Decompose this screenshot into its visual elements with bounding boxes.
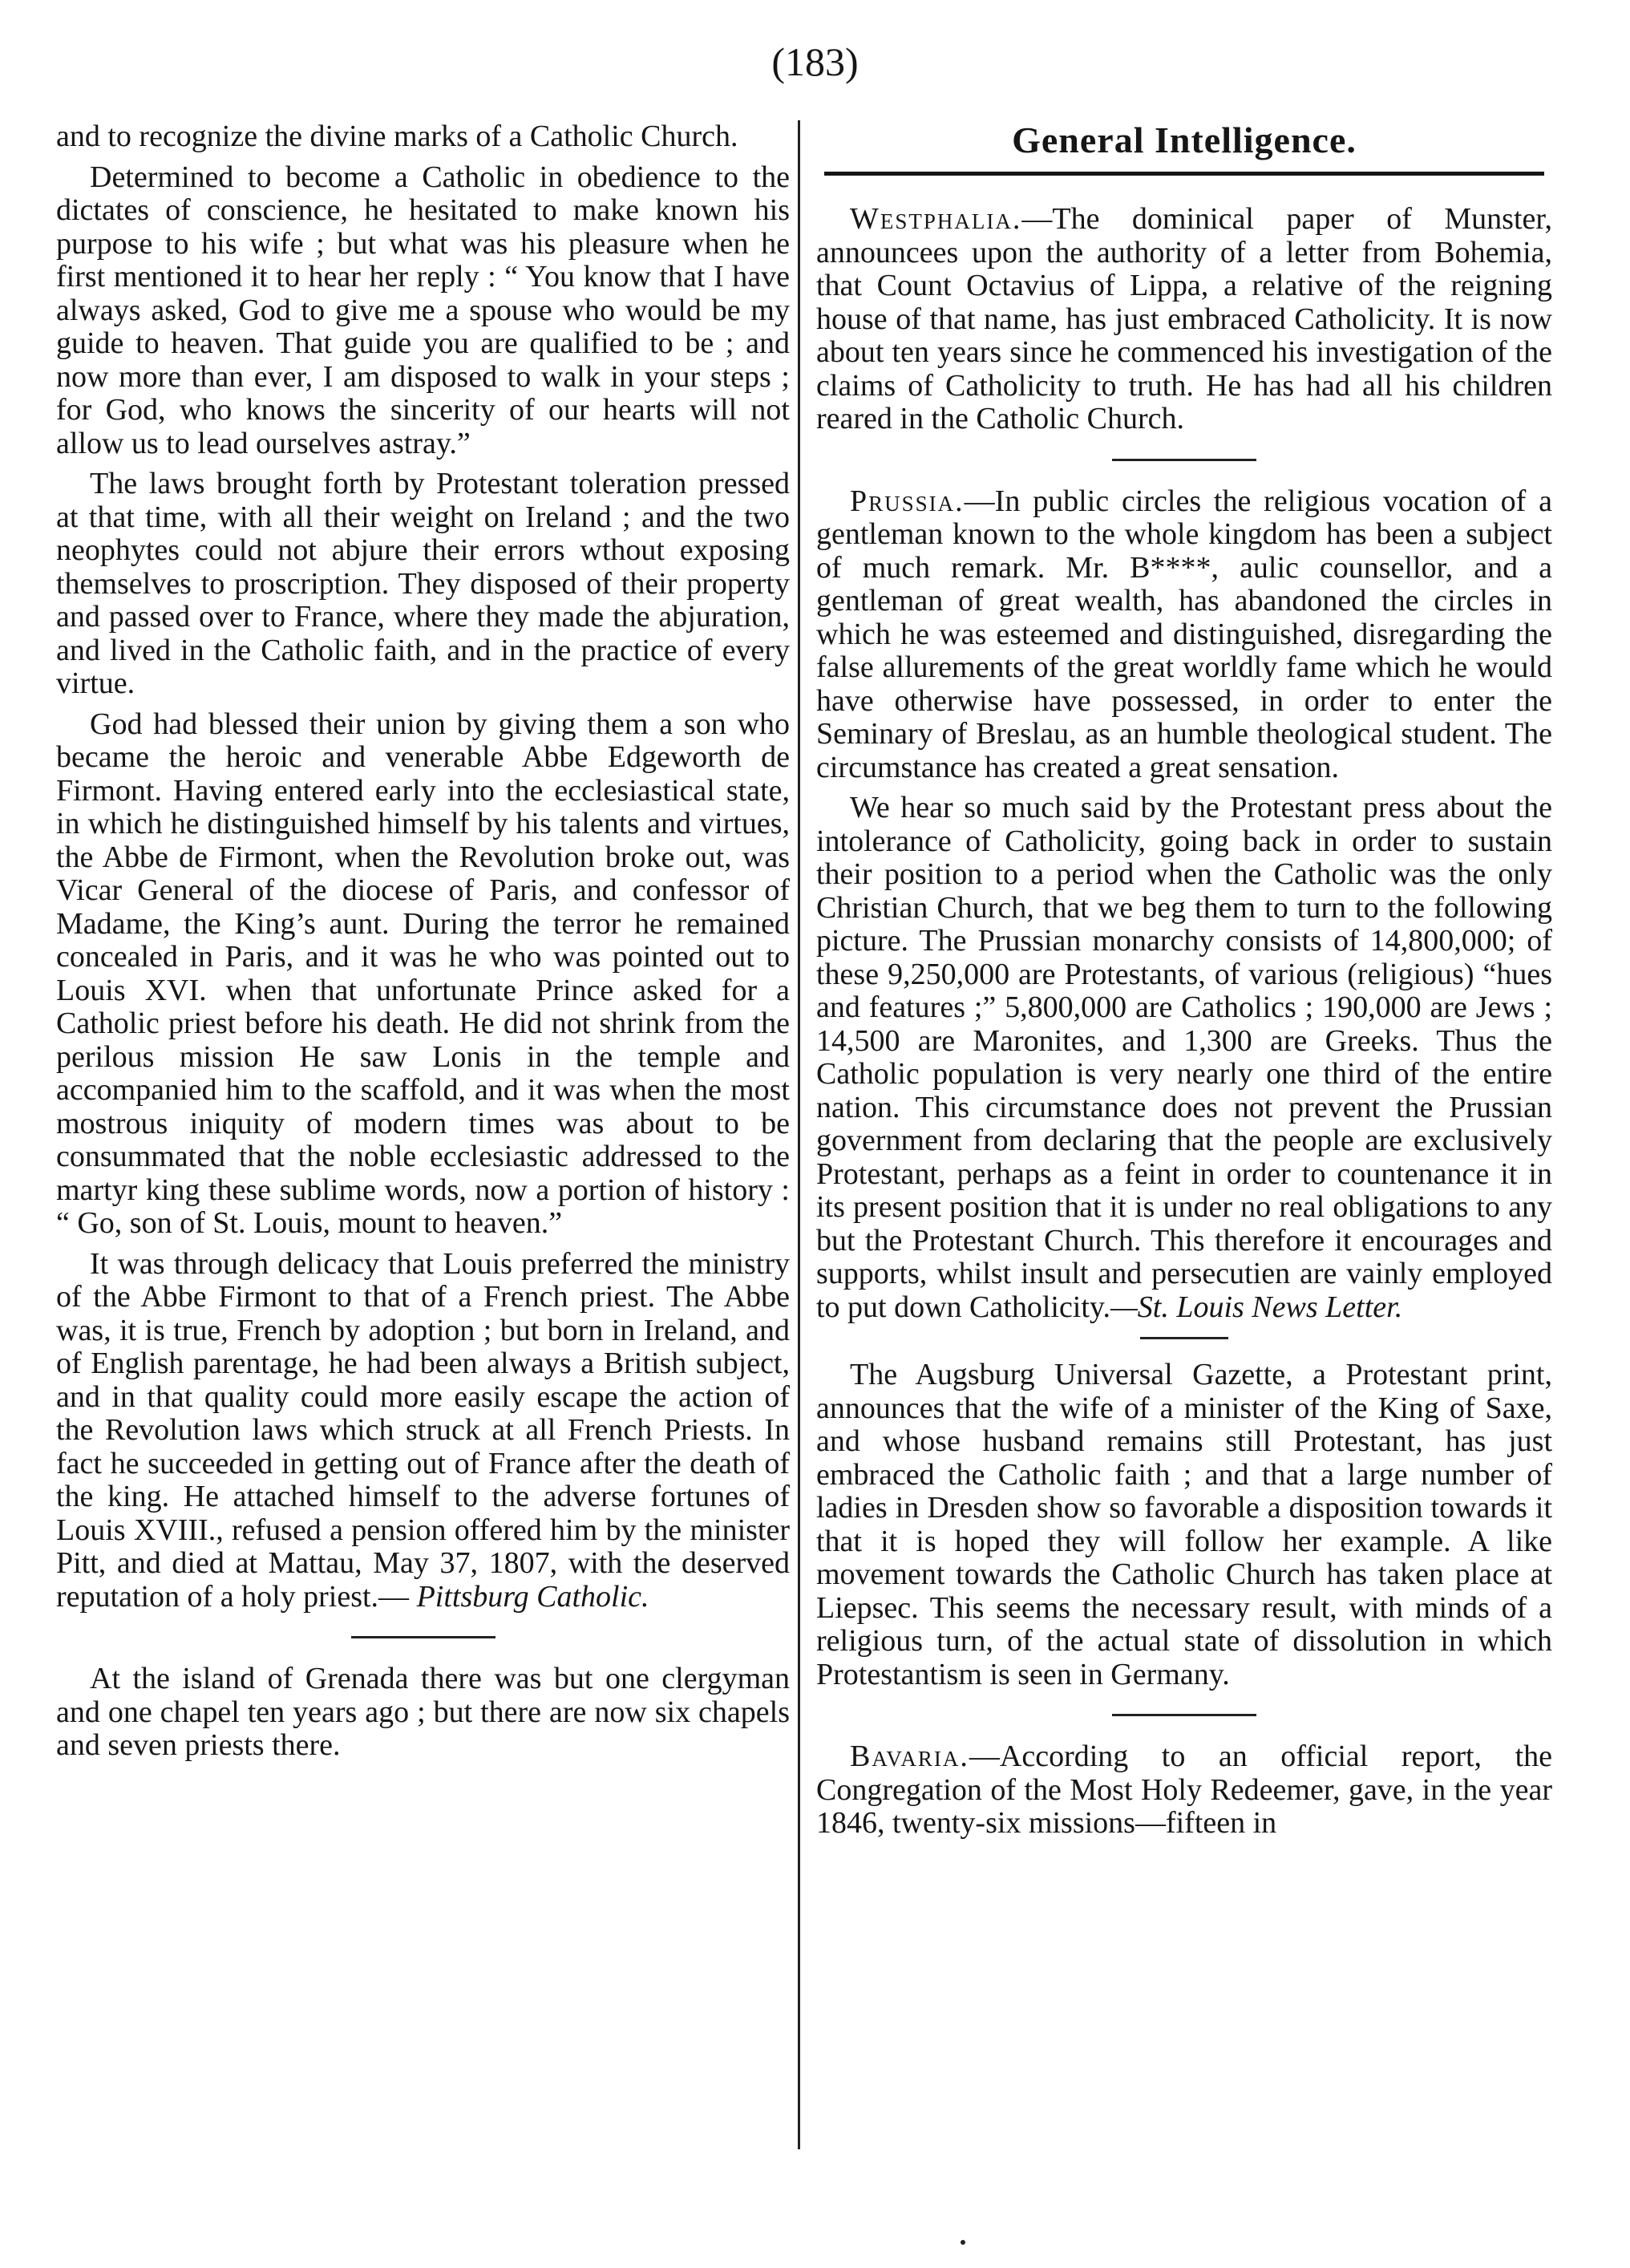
separator-rule [1112,459,1256,461]
right-column [816,120,1552,1848]
grenada-paragraph: At the island of Grenada there was but one clergyman and one chapel ten years ago ; but there are now six chapels and seven priests there. [56,1662,790,1762]
article-paragraph: God had blessed their union by giving them a son who became the heroic and venerable Abbe Edgeworth de Firmont. Having entered early into the ecclesiastical state, in which he distinguished himself by his talents and virtues, the Abbe de Firmont, when the Revolution broke out, was Vicar General of the diocese of Paris, and confessor of Madame, the King’s aunt. During the terror he remained concealed in Paris, and it was he who was pointed out to Louis XVI. when that unfortunate Prince asked for a Catholic priest before his death. He did not shrink from the perilous mission He saw Lonis in the temple and accompanied him to the scaffold, and it was when the most mostrous iniquity of modern times was about to be consummated that the noble ecclesiastic addressed to the martyr king these sublime words, now a portion of history : “ Go, son of St. Louis, mount to heaven.” [56,707,790,1240]
place-label: Bavaria. [850,1739,969,1773]
separator-rule [1140,1337,1228,1339]
title-rule [824,172,1544,176]
article-text: It was through delicacy that Louis preferred the ministry of the Abbe Firmont to that of a French priest. The Abbe was, it is true, French by adoption ; but born in Ireland, and of English parentage, he had been always a British subject, and in that quality could more easily escape the action of the Revolution laws which struck at all French Priests. In fact he succeeded in getting out of France after the death of the king. He attached himself to the adverse fortunes of Louis XVIII., refused a pension offered him by the minister Pitt, and died at Mattau, May 37, 1807, with the deserved reputation of a holy priest.— [56,1246,790,1614]
left-column [56,120,790,1770]
prussia-paragraph [816,485,1552,785]
article-text: —In public circles the religious vocation of a gentleman known to the whole kingdom has been a subject of much remark. Mr. B****, aulic counsellor, and a gentleman of great wealth, has abandoned the circles in which he was esteemed and distinguished, disregarding the false allurements of the great worldly fame which he would have otherwise have possessed, in order to enter the Seminary of Breslau, as an humble theological student. The circumstance has created a great sensation. [816,484,1552,784]
article-paragraph: The laws brought forth by Protestant toleration pressed at that time, with all their weight on Ireland ; and the two neophytes could not abjure their errors wthout exposing themselves to proscription. They disposed of their property and passed over to France, where they made the abjuration, and lived in the Catholic faith, and in the practice of every virtue. [56,467,790,700]
place-label: Prussia. [850,484,965,518]
printer-mark [961,2240,965,2245]
article-paragraph: and to recognize the divine marks of a Catholic Church. [56,119,738,153]
bavaria-paragraph [816,1740,1552,1841]
source-credit: Pittsburg Catholic. [416,1579,649,1614]
press-paragraph [816,792,1552,1324]
westphalia-paragraph [816,203,1552,436]
page-number: (183) [771,39,859,84]
column-divider [798,120,800,2149]
separator-rule [351,1636,495,1638]
augsburg-paragraph: The Augsburg Universal Gazette, a Protestant print, announces that the wife of a minister of the King of Saxe, and whose husband remains still Protestant, has just embraced the Catholic faith ; and that a large number of ladies in Dresden show so favorable a disposition towards it that it is hoped they will follow her example. A like movement towards the Catholic Church has taken place at Liepsec. This seems the necessary result, with minds of a religious turn, of the actual state of dissolution in which Protestantism is seen in Germany. [816,1358,1552,1691]
article-text: —The dominical paper of Munster, announcees upon the authority of a letter from Bohemia, that Count Octavius of Lippa, a relative of the reigning house of that name, has just embraced Catholicity. It is now about ten years since he commenced his investigation of the claims of Catholicity to truth. He has had all his children reared in the Catholic Church. [816,202,1552,435]
article-text: We hear so much said by the Protestant press about the intolerance of Catholicity, going back in order to sustain their position to a period when the Catholic was the only Christian Church, that we beg them to turn to the following picture. The Prussian monarchy consists of 14,800,000; of these 9,250,000 are Protestants, of various (religious) “hues and features ;” 5,800,000 are Catholics ; 190,000 are Jews ; 14,500 are Maronites, and 1,300 are Greeks. Thus the Catholic population is very nearly one third of the entire nation. This circumstance does not prevent the Prussian government from declaring that the people are exclusively Protestant, perhaps as a feint in order to countenance it in its present position that it is under no real obligations to any but the Protestant Church. This therefore it encourages and supports, whilst insult and persecutien are vainly employed to put down Catholicity. [816,791,1552,1324]
section-title: General Intelligence. [1012,119,1357,160]
separator-rule [1112,1714,1256,1716]
place-label: Westphalia. [850,202,1022,236]
article-text: —According to an official report, the Congregation of the Most Holy Redeemer, gave, in the year 1846, twenty-six missions—fifteen in [816,1739,1552,1840]
source-credit: —St. Louis News Letter. [1110,1290,1403,1324]
article-paragraph [56,1248,790,1614]
article-paragraph: Determined to become a Catholic in obedience to the dictates of conscience, he hesitated to make known his purpose to his wife ; but what was his pleasure when he first mentioned it to hear her reply : “ You know that I have always asked, God to give me a spouse who would be my guide to heaven. That guide you are qualified to be ; and now more than ever, I am disposed to walk in your steps ; for God, who knows the sincerity of our hearts will not allow us to lead ourselves astray.” [56,160,790,460]
